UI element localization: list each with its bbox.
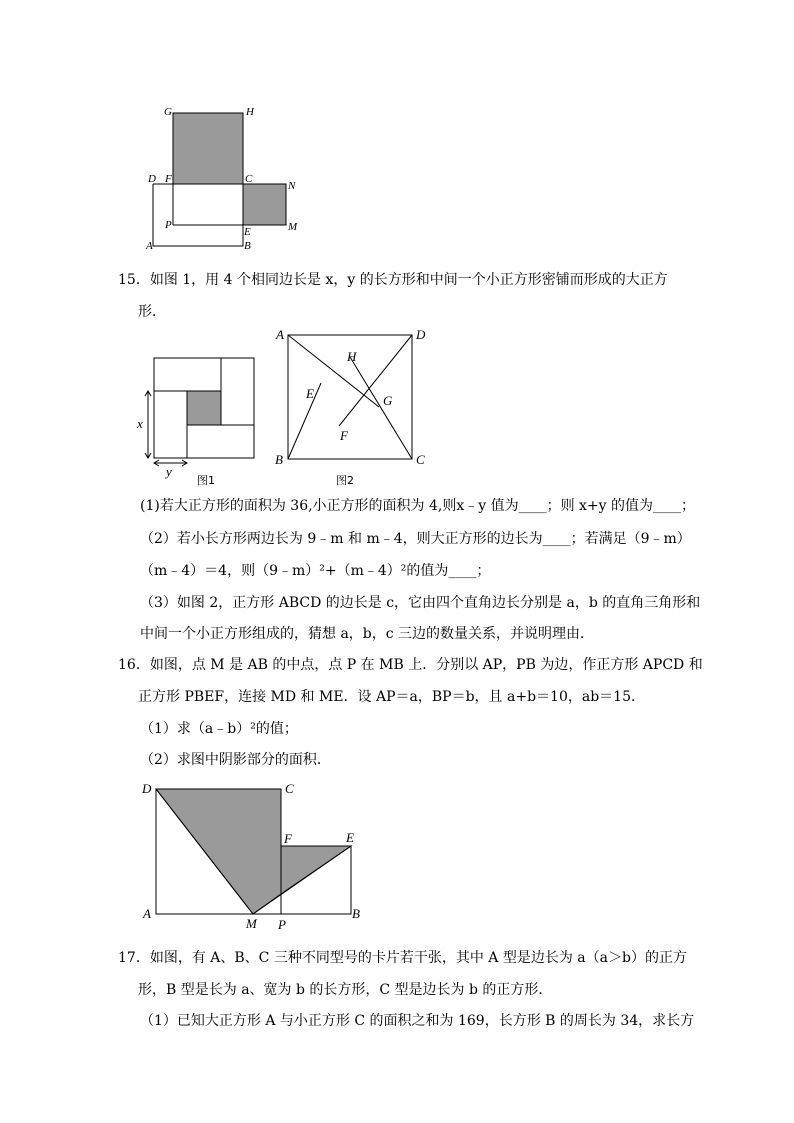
label-n: N <box>288 180 296 192</box>
q16-part1: （1）求（a﹣b）²的值； <box>140 721 298 737</box>
fig2-label-b: B <box>275 452 283 467</box>
label-b: B <box>244 240 251 252</box>
label-g: G <box>164 106 172 118</box>
q16-shaded-left <box>156 789 281 914</box>
fig2-line-b-e <box>288 383 321 459</box>
fig2-line-a-g <box>288 335 379 407</box>
q17-line1 <box>118 949 687 967</box>
q16-label-a: A <box>143 906 151 921</box>
label-a: A <box>146 240 153 252</box>
fig2-label-e: E <box>306 386 314 401</box>
label-e: E <box>244 226 251 238</box>
fig1-label-y: y <box>166 464 172 479</box>
q16-label-d: D <box>142 781 152 796</box>
q16-label-f: F <box>284 831 292 846</box>
q16-stem-1: 如图，点 M 是 AB 的中点，点 P 在 MB 上．分别以 AP，PB 为边，作正方形 APCD 和 <box>149 657 703 673</box>
q16-figure <box>138 778 378 934</box>
q15-part3-line2: 中间一个小正方形组成的，猜想 a，b，c 三边的数量关系，并说明理由． <box>140 626 595 642</box>
fig2-label-d: D <box>416 327 426 342</box>
q16-number: 16． <box>118 657 150 673</box>
fig2-line-c-h <box>350 357 412 459</box>
q15-line2: 形． <box>138 304 166 320</box>
q15-part3-line1: （3）如图 2，正方形 ABCD 的边长是 c，它由四个直角边长分别是 a，b 的直角三角形和 <box>140 595 701 611</box>
label-p: P <box>165 219 172 231</box>
q15-stem-1: 如图 1，用 4 个相同边长是 x，y 的长方形和中间一个小正方形密铺而形成的大正方 <box>149 272 668 288</box>
q15-number: 15． <box>118 272 150 288</box>
label-m: M <box>288 221 298 233</box>
fig2-label-f: F <box>340 428 348 443</box>
label-d: D <box>148 173 156 185</box>
q15-line1 <box>118 271 668 289</box>
q16-line1 <box>118 656 703 674</box>
label-f: F <box>165 173 172 185</box>
q17-stem-1: 如图，有 A、B、C 三种不同型号的卡片若干张，其中 A 型是边长为 a（a＞b）的正方 <box>149 950 687 966</box>
fig2-label-h: H <box>347 349 357 364</box>
label-c: C <box>245 173 253 185</box>
q16-label-p: P <box>278 917 286 932</box>
q15-part1: (1)若大正方形的面积为 36,小正方形的面积为 4,则x﹣y 值为____；则 x+y 的值为____； <box>140 498 696 514</box>
label-h: H <box>246 106 254 118</box>
q16-label-e: E <box>346 830 354 845</box>
q16-label-m: M <box>246 916 257 931</box>
fig2-label-a: A <box>276 327 284 342</box>
fig2-label-c: C <box>416 452 425 467</box>
q15-part2-line1: （2）若小长方形两边长为 9﹣m 和 m﹣4，则大正方形的边长为____；若满足（9﹣m） <box>140 531 691 547</box>
fig1-center-square <box>187 391 221 425</box>
q17-line2: 形，B 型是长为 a、宽为 b 的长方形，C 型是边长为 b 的正方形． <box>138 982 553 998</box>
q15-figure-1 <box>132 350 262 490</box>
q15-part2-line2: （m﹣4）＝4，则（9﹣m）²+（m﹣4）²的值为____； <box>140 563 491 579</box>
q16-label-b: B <box>352 906 360 921</box>
fig1-caption: 图1 <box>197 474 215 487</box>
q16-line2: 正方形 PBEF，连接 MD 和 ME．设 AP＝a，BP＝b，且 a+b＝10，ab＝15． <box>138 689 645 705</box>
fig2-label-g: G <box>383 393 393 408</box>
fig2-caption: 图2 <box>336 474 354 487</box>
fig1-label-x: x <box>137 416 143 431</box>
q17-number: 17． <box>118 950 150 966</box>
q15-figure-2 <box>268 326 438 490</box>
q17-part1: （1）已知大正方形 A 与小正方形 C 的面积之和为 169，长方形 B 的周长为 34，求长方 <box>140 1013 695 1029</box>
q16-part2: （2）求图中阴影部分的面积． <box>140 752 331 768</box>
q16-label-c: C <box>285 781 294 796</box>
